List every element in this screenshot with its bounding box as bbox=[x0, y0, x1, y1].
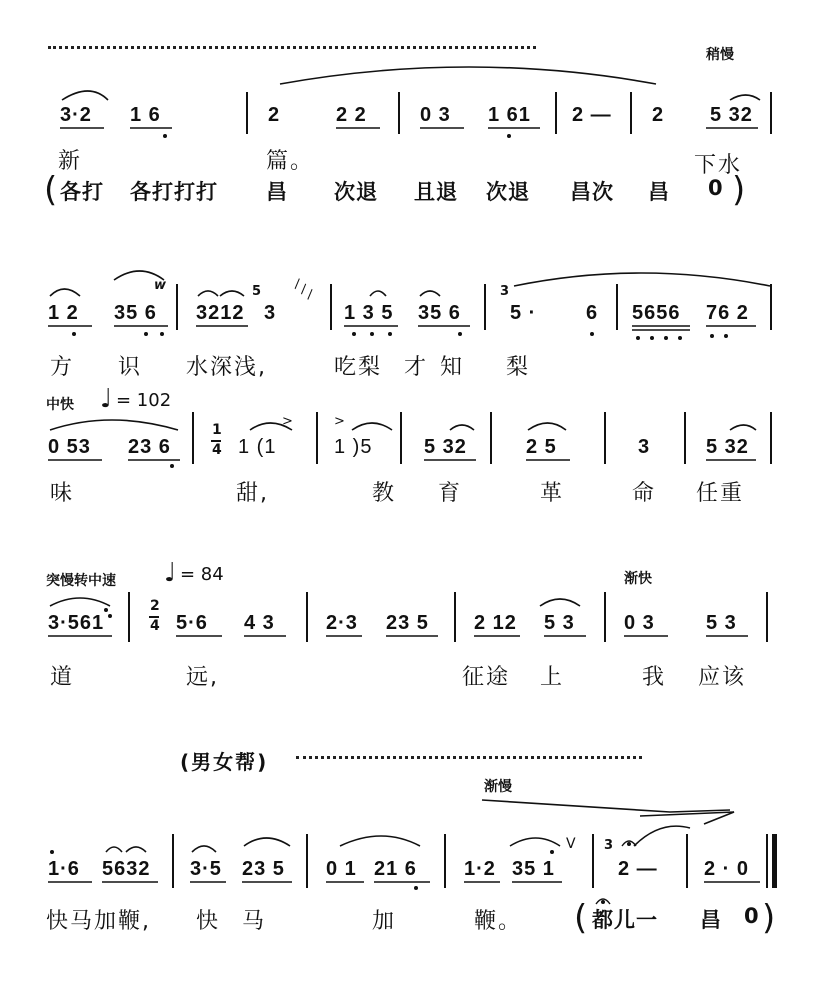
note-group: 1 3 5 bbox=[344, 302, 394, 324]
lyric: 育 bbox=[438, 481, 463, 506]
bar-line bbox=[330, 284, 332, 330]
note-group: 5 · bbox=[510, 302, 537, 324]
accent-mark: > bbox=[334, 414, 345, 429]
lyric: 知 bbox=[440, 355, 465, 380]
percussion: 各打 bbox=[60, 180, 104, 204]
lyric: 识 bbox=[118, 355, 143, 380]
bar-line bbox=[454, 592, 456, 642]
bar-line bbox=[770, 92, 772, 134]
bar-line bbox=[684, 412, 686, 464]
percussion: 都儿一 bbox=[592, 908, 658, 932]
note-group: 1 (1 bbox=[238, 436, 277, 458]
note-group: 4 3 bbox=[244, 612, 275, 634]
slide-mark: ∖∖∖ bbox=[288, 275, 317, 304]
percussion-close-paren: ) bbox=[732, 170, 747, 210]
grace-note: 3 bbox=[500, 284, 510, 299]
lyric: 水深浅, bbox=[186, 355, 267, 380]
bar-line bbox=[555, 92, 557, 134]
bar-line bbox=[128, 592, 130, 642]
note-group: 23 6 bbox=[128, 436, 171, 458]
bar-line bbox=[766, 592, 768, 642]
dotted-continuation-line bbox=[48, 46, 536, 49]
note-group: 2 — bbox=[572, 104, 612, 126]
note-group: 3212 bbox=[196, 302, 245, 324]
lyric: 马 bbox=[242, 909, 267, 934]
bar-line bbox=[770, 412, 772, 464]
bar-line bbox=[604, 412, 606, 464]
chorus-label: (男女帮) bbox=[180, 750, 269, 774]
note-group: 3 bbox=[264, 302, 277, 324]
bar-line bbox=[246, 92, 248, 134]
bar-line bbox=[686, 834, 688, 888]
bar-line bbox=[306, 592, 308, 642]
note-group: 0 3 bbox=[624, 612, 655, 634]
note-group: 2 12 bbox=[474, 612, 517, 634]
note-group: 3·5 bbox=[190, 858, 222, 880]
lyric: 应该 bbox=[698, 665, 747, 690]
note-group: 2 2 bbox=[336, 104, 367, 126]
note-group: 0 3 bbox=[420, 104, 451, 126]
note-group: 0 53 bbox=[48, 436, 91, 458]
note-group: 21 6 bbox=[374, 858, 417, 880]
tempo-bpm: = 102 bbox=[116, 390, 172, 411]
percussion: 0 bbox=[744, 904, 760, 928]
lyric: 吃梨 bbox=[334, 355, 383, 380]
quarter-note-icon: ♩ bbox=[100, 384, 113, 414]
percussion: 昌 bbox=[700, 908, 722, 932]
lyric: 我 bbox=[642, 665, 667, 690]
bar-line bbox=[604, 592, 606, 642]
bar-line bbox=[770, 284, 772, 330]
lyric: 甜, bbox=[236, 481, 269, 506]
lyric: 新 bbox=[58, 149, 83, 174]
tempo-bpm: = 84 bbox=[180, 564, 224, 585]
bar-line bbox=[192, 412, 194, 464]
note-group: 76 2 bbox=[706, 302, 749, 324]
note-group: 2 bbox=[652, 104, 665, 126]
note-group: 1·6 bbox=[48, 858, 80, 880]
lyric: 篇。 bbox=[266, 149, 315, 174]
note-group: 5·6 bbox=[176, 612, 208, 634]
bar-line bbox=[306, 834, 308, 888]
bar-line bbox=[172, 834, 174, 888]
note-group: 5 3 bbox=[544, 612, 575, 634]
note-group: 5656 bbox=[632, 302, 681, 324]
note-group: 5 32 bbox=[424, 436, 467, 458]
percussion: 次退 bbox=[486, 180, 530, 204]
note-group: 23 5 bbox=[386, 612, 429, 634]
percussion: 昌次 bbox=[570, 180, 614, 204]
bar-line bbox=[398, 92, 400, 134]
note-group: 1 6 bbox=[130, 104, 161, 126]
dotted-continuation-line bbox=[296, 756, 642, 759]
lyric: 方 bbox=[50, 355, 75, 380]
note-group: 35 6 bbox=[418, 302, 461, 324]
bar-line bbox=[490, 412, 492, 464]
lyric: 远, bbox=[186, 665, 219, 690]
note-group: 5632 bbox=[102, 858, 151, 880]
tempo-mark-mid-fast: 中快 bbox=[46, 397, 74, 413]
accent-mark: > bbox=[282, 414, 293, 429]
percussion: 昌 bbox=[648, 180, 670, 204]
time-signature-bottom: 4 bbox=[212, 442, 222, 458]
tempo-mark-gradually-slow: 渐慢 bbox=[484, 779, 512, 795]
percussion-open-paren: ( bbox=[44, 170, 59, 210]
bar-line bbox=[316, 412, 318, 464]
note-group: 1 )5 bbox=[334, 436, 373, 458]
percussion: 次退 bbox=[334, 180, 378, 204]
final-bar-line-thick bbox=[772, 834, 777, 888]
note-group: 3 bbox=[638, 436, 651, 458]
percussion: 0 bbox=[708, 176, 724, 200]
lyric: 梨 bbox=[506, 355, 531, 380]
bar-line bbox=[176, 284, 178, 330]
note-group: 5 32 bbox=[710, 104, 753, 126]
grace-mark: w bbox=[154, 278, 167, 293]
lyric: 命 bbox=[632, 481, 657, 506]
percussion-close-paren: ) bbox=[762, 898, 777, 938]
note-group: 6 bbox=[586, 302, 599, 324]
lyric: 上 bbox=[540, 665, 565, 690]
note-group: 35 1 bbox=[512, 858, 555, 880]
lyric: 下水 bbox=[694, 153, 743, 178]
note-group: 2 · 0 bbox=[704, 858, 750, 880]
grace-note: 3 bbox=[604, 838, 614, 853]
note-group: 5 3 bbox=[706, 612, 737, 634]
note-group: 0 1 bbox=[326, 858, 357, 880]
note-group: 2 5 bbox=[526, 436, 557, 458]
bar-line bbox=[616, 284, 618, 330]
time-signature-bottom: 4 bbox=[150, 618, 160, 634]
note-group: 3·561 bbox=[48, 612, 105, 634]
percussion: 各打打打 bbox=[130, 180, 218, 204]
lyric: 征途 bbox=[462, 665, 511, 690]
percussion: 且退 bbox=[414, 180, 458, 204]
bar-line bbox=[444, 834, 446, 888]
time-signature-top: 2 bbox=[150, 598, 160, 614]
lyric: 才 bbox=[404, 355, 429, 380]
time-signature-top: 1 bbox=[212, 422, 222, 438]
lyric: 加 bbox=[372, 909, 397, 934]
bar-line bbox=[592, 834, 594, 888]
tempo-mark-sudden-slow: 突慢转中速 bbox=[46, 573, 116, 589]
note-group: 23 5 bbox=[242, 858, 285, 880]
note-group: 2·3 bbox=[326, 612, 358, 634]
quarter-note-icon: ♩ bbox=[164, 558, 177, 588]
bar-line bbox=[400, 412, 402, 464]
lyric: 快 bbox=[196, 909, 221, 934]
lyric: 革 bbox=[540, 481, 565, 506]
breath-mark: V bbox=[566, 836, 576, 852]
lyric: 教 bbox=[372, 481, 397, 506]
percussion-open-paren: ( bbox=[574, 898, 589, 938]
bar-line bbox=[630, 92, 632, 134]
note-group: 2 bbox=[268, 104, 281, 126]
lyric: 快马加鞭, bbox=[46, 909, 151, 934]
tempo-mark-gradually-fast: 渐快 bbox=[624, 571, 652, 587]
note-group: 1·2 bbox=[464, 858, 496, 880]
note-group: 3·2 bbox=[60, 104, 92, 126]
lyric: 鞭。 bbox=[474, 909, 523, 934]
note-group: 2 — bbox=[618, 858, 658, 880]
final-bar-line-thin bbox=[766, 834, 768, 888]
lyric: 任重 bbox=[696, 481, 745, 506]
bar-line bbox=[484, 284, 486, 330]
tempo-mark-slightly-slow: 稍慢 bbox=[706, 47, 734, 63]
note-group: 5 32 bbox=[706, 436, 749, 458]
percussion: 昌 bbox=[266, 180, 288, 204]
lyric: 道 bbox=[50, 665, 75, 690]
note-group: 1 2 bbox=[48, 302, 79, 324]
grace-note: 5 bbox=[252, 284, 262, 299]
note-group: 35 6 bbox=[114, 302, 157, 324]
note-group: 1 61 bbox=[488, 104, 531, 126]
lyric: 味 bbox=[50, 481, 75, 506]
